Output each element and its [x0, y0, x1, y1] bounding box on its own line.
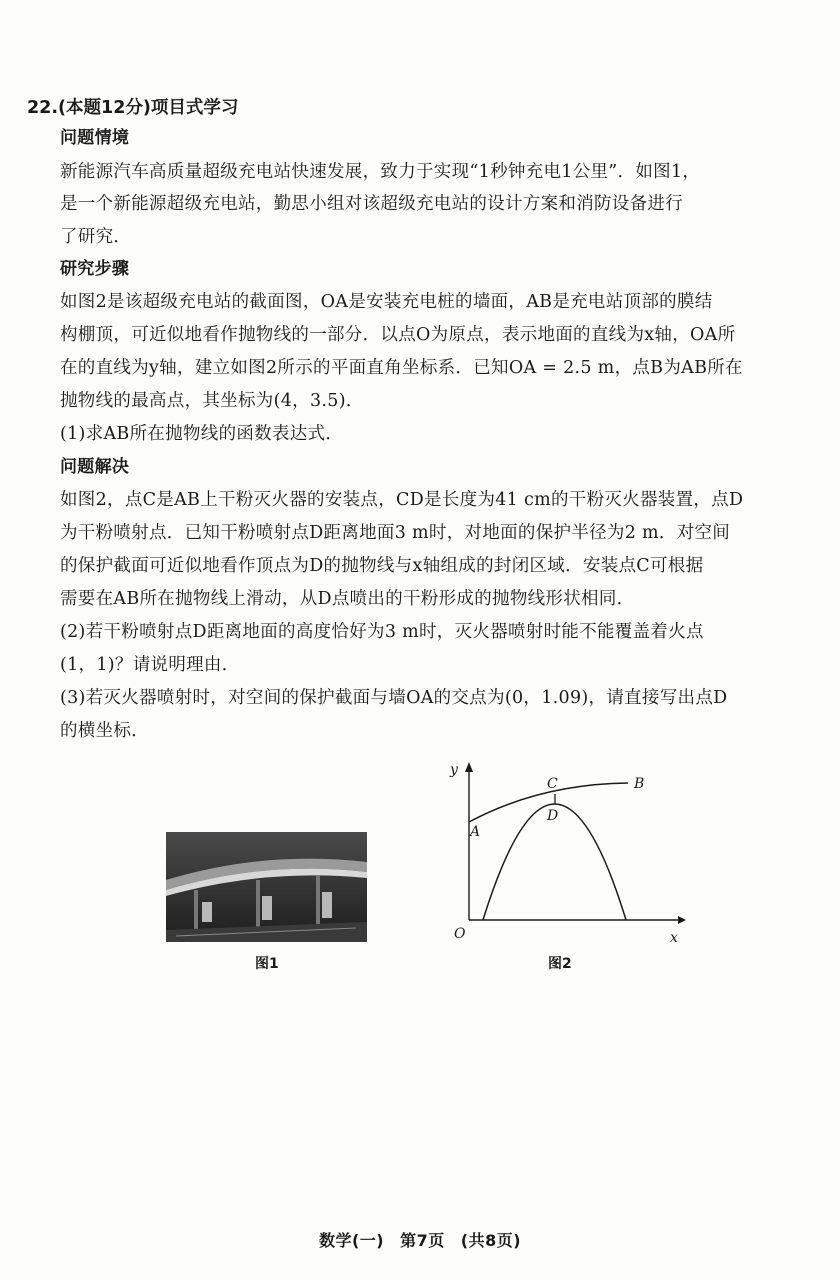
point-b-label: B [634, 776, 645, 792]
x-axis-arrow [678, 916, 686, 924]
charging-station-illustration [166, 832, 367, 942]
sub-question-3-cont: 的横坐标． [60, 721, 149, 741]
figure-2-caption: 图2 [548, 956, 572, 972]
text-line: 构棚顶，可近似地看作抛物线的一部分．以点O为原点，表示地面的直线为x轴，OA所 [60, 325, 736, 345]
question-header [27, 96, 238, 120]
point-a-label: A [470, 824, 481, 840]
footer-total: (共8页) [460, 1231, 522, 1250]
y-axis-arrow [465, 762, 473, 772]
text-line: 如图2，点C是AB上干粉灭火器的安装点，CD是长度为41 cm的干粉灭火器装置，点D [60, 490, 744, 510]
y-axis-label: y [450, 762, 458, 778]
figure-1-photo [166, 832, 367, 942]
section-title-steps: 研究步骤 [60, 259, 130, 279]
section-title-situation: 问题情境 [60, 128, 130, 148]
point-c-label: C [547, 776, 558, 792]
text-line: 如图2是该超级充电站的截面图，OA是安装充电桩的墙面，AB是充电站顶部的膜结 [60, 292, 713, 312]
text-line: 抛物线的最高点，其坐标为(4，3.5)． [60, 391, 364, 411]
sub-question-2-cont: (1，1)？请说明理由． [60, 655, 240, 675]
footer-page: 第7页 [400, 1231, 445, 1250]
question-number: 22. [27, 98, 59, 118]
question-meta: (本题12分)项目式学习 [58, 98, 239, 118]
text-line: 了研究． [60, 227, 132, 247]
text-line: 需要在AB所在抛物线上滑动，从D点喷出的干粉形成的抛物线形状相同． [60, 589, 635, 609]
page-footer [0, 1228, 840, 1251]
figure-2-diagram [440, 752, 690, 952]
section-title-solve: 问题解决 [60, 457, 130, 477]
text-line: 新能源汽车高质量超级充电站快速发展，致力于实现“1秒钟充电1公里”．如图1， [60, 162, 701, 182]
sub-question-2: (2)若干粉喷射点D距离地面的高度恰好为3 m时，灭火器喷射时能不能覆盖着火点 [60, 622, 704, 642]
sub-question-3: (3)若灭火器喷射时，对空间的保护截面与墙OA的交点为(0，1.09)，请直接写出点D [60, 688, 728, 708]
origin-label: O [454, 926, 466, 942]
point-d-label: D [547, 808, 559, 824]
x-axis-label: x [670, 930, 678, 946]
sub-question-1: (1)求AB所在抛物线的函数表达式． [60, 424, 344, 444]
text-line: 是一个新能源超级充电站，勤思小组对该超级充电站的设计方案和消防设备进行 [60, 194, 683, 214]
text-line: 的保护截面可近似地看作顶点为D的抛物线与x轴组成的封闭区域．安装点C可根据 [60, 556, 704, 576]
text-line: 在的直线为y轴，建立如图2所示的平面直角坐标系．已知OA = 2.5 m，点B为AB所在 [60, 358, 743, 378]
text-line: 为干粉喷射点．已知干粉喷射点D距离地面3 m时，对地面的保护半径为2 m．对空间 [60, 523, 731, 543]
figure-1-caption: 图1 [255, 956, 279, 972]
footer-subject: 数学(一) [318, 1231, 385, 1250]
